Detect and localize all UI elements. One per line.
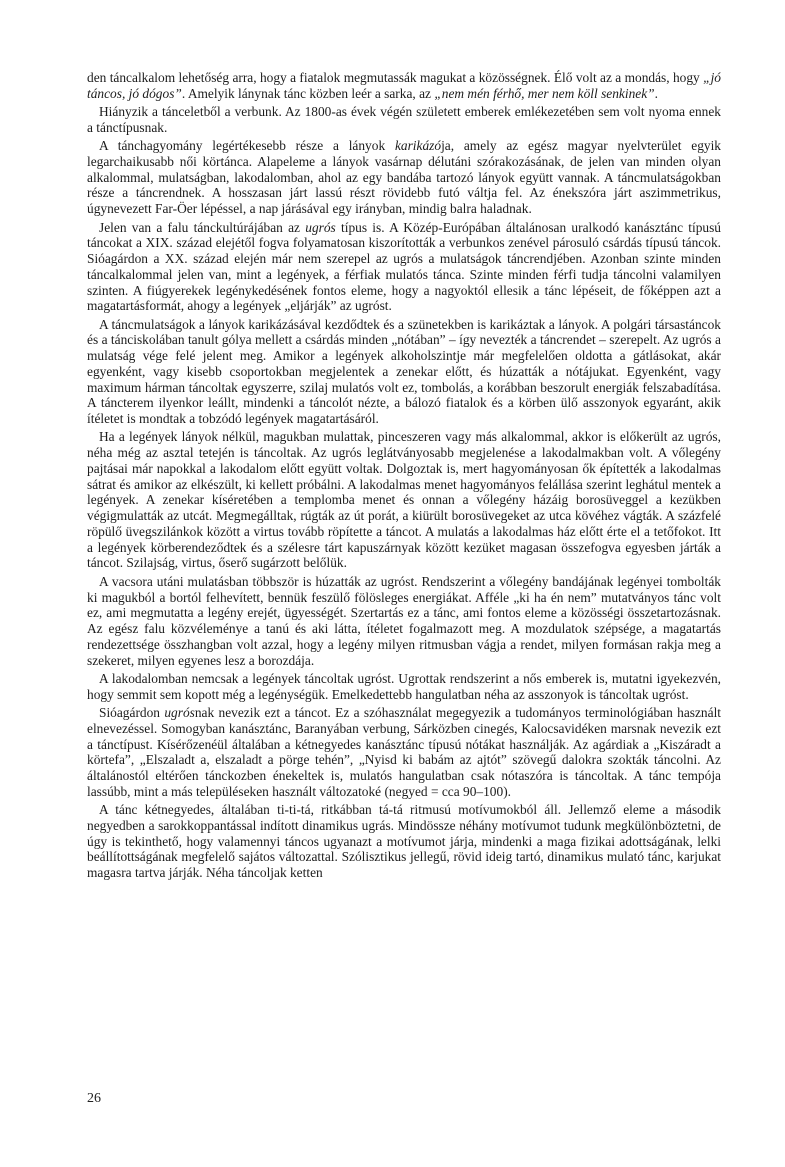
paragraph — [87, 138, 721, 217]
text-run: Hiányzik a tánceletből a verbunk. Az 1800-as évek végén született emberek emlékezetében sem volt nyoma ennek a tánctípusnak. — [87, 104, 721, 135]
paragraph — [87, 671, 721, 703]
text-run: . Amelyik lánynak tánc közben leér a sarka, az — [181, 85, 435, 101]
italic-text: „jó táncos, jó dógos” — [87, 70, 721, 101]
paragraph — [87, 70, 721, 102]
italic-text: ugrós — [305, 219, 336, 235]
text-run: A lakodalomban nemcsak a legények táncoltak ugróst. Ugrottak rendszerint a nős emberek is, mutatni igyekezvén, hogy semmit sem kopott még a legénységük. Emelkedettebb hangulatban néha az asszonyok is táncoltak ugróst. — [87, 670, 721, 702]
italic-text: ugrós — [164, 705, 195, 720]
page-number: 26 — [87, 1091, 101, 1106]
paragraph — [87, 104, 721, 136]
text-run: nak nevezik ezt a táncot. Ez a szóhasználat megegyezik a tudományos terminológiában használt elnevezéssel. Somogyban kanásztánc, Baranyában verbung, Sárközben cinegés, Kalocsavidéken marsnak nevezik ezt a tánctípust. Kísérőzenéül általában a kétnegyedes kanásztánc típusú nótákat használják. Az agárdiak a „Kiszáradt a körtefa”, „Elszaladt a, elszaladt a pörge tehén”, „Nyisd ki babám az ajtót” szövegű dalokra szokták táncolni. Az általánostól eltérően tánckozben énekeltek is, mulatós hangulatban csak nótaszóra is táncoltak. A tánc tempója lassúbb, mint a más településeken használt változatoké (negyed = cca 90–100). — [87, 705, 722, 799]
text-run: A tánchagyomány legértékesebb része a lányok — [99, 138, 395, 154]
text-run: den táncalkalom lehetőség arra, hogy a fiatalok megmutassák magukat a közösségnek. Élő volt az a mondás, hogy — [87, 70, 704, 85]
text-run: A táncmulatságok a lányok karikázásával kezdődtek és a szünetekben is karikáztak a lányok. A polgári társastáncok és a tánciskolában tanult gólya mellett a csárdás minden „nótában” – így nevezték a táncrendet – szerepelt. Az ugrós a mulatság vége felé jelent meg. Amikor a legények alkoholszintje már megfelelően oldotta a gátlásokat, akár egyenként, vagy kisebb csoportokban megjelentek a zenekar előtt, és húzatták a nótájukat. Egyenként, vagy maximum hárman táncoltak egyszerre, szilaj mulatós volt ez, tombolás, a korábban beszorult energiák felszabadítása. A táncterem ilyenkor leállt, mindenki a táncolót nézte, a bálozó fiatalok és a körben ülő asszonyok egyaránt, akik ítéletet is mondtak a tobzódó legények magatartásáról. — [87, 316, 721, 427]
paragraph — [87, 705, 721, 800]
italic-text: „nem mén férhő, mer nem köll senkinek” — [434, 85, 655, 101]
text-run: ja, amely az egész magyar nyelvterület egyik legarchaikusabb női körtánca. Alapeleme a lányok vasárnap délutáni szórakozásának, de jelen van minden olyan alkalommal, mulatságban, lakodalomban, ahol az egy bandába tartozó lányok együtt vannak. A táncmulatságokban része a táncrendnek. A hosszasan járt lassú részt rövidebb futó váltja fel. Az énekszóra járt aszimmetrikus, úgynevezett Far-Öer lépéssel, a nap járásával egy irányban, mindig balra haladnak. — [87, 138, 721, 217]
paragraph — [87, 317, 721, 427]
text-run: Sióagárdon — [99, 705, 165, 720]
text-run: A vacsora utáni mulatásban többször is húzatták az ugróst. Rendszerint a vőlegény bandájának legényei tombolták ki magukból a bortól felhevített, bennük feszülő fölösleges energiákat. Afféle „ki ha én nem” mutatványos tánc volt ez, ami megmutatta a legény erejét, ügyességét. Szertartás ez a tánc, ami fontos eleme a közösségi összetartozásnak. Az egész falu közvéleménye a tanú és aki látta, ítéletet fogalmazott meg. A mozdulatok szépsége, a magatartás rendezettsége összhangban volt azzal, hogy a legény milyen ritmusban vágja a rendet, milyen formásan rakja meg a szekeret, milyen egyenes lesz a borozdája. — [87, 573, 721, 668]
italic-text: karikázó — [394, 138, 442, 154]
paragraph — [87, 220, 721, 315]
text-run: A tánc kétnegyedes, általában ti-ti-tá, ritkábban tá-tá ritmusú motívumokból áll. Jellemző eleme a második negyedben a sarokkoppantással indított dinamikus ugrás. Mindössze néhány motívumot tudunk megkülönböztetni, de úgy is tekinthető, hogy valamennyi táncos ugyanazt a motívumot járja, mindenki a maga fizikai adottságának, lelki beállítottságának megfelelő sajátos változattal. Szólisztikus jellegű, rövid ideig tartó, dinamikus mulató tánc, karjukat magasra tartva járják. Néha táncoljak ketten — [87, 802, 721, 881]
text-run: . — [654, 85, 658, 101]
text-run: Jelen van a falu tánckultúrájában az — [99, 219, 306, 235]
text-run: típus is. A Közép-Európában általánosan uralkodó kanásztánc típusú táncokat a XIX. század elejétől fogva folyamatosan kiszorították a verbunkos zenével párosuló csárdás típusú táncok. Sióagárdon a XX. század elején már nem szerepel az ugrós a mulatságok táncrendjében. Azonban szinte minden táncalkalommal jelen van, mint a legények, a férfiak mulatós tánca. Szinte minden férfi tudja táncolni valamilyen szinten. A fiúgyerekek legénykedésének fontos eleme, hogy a nagyoktól ellesik a tánc lépéseit, de főképpen azt a magatartásformát, ahogy a legények „eljárják” az ugróst. — [87, 219, 722, 314]
paragraph — [87, 574, 721, 669]
text-run: Ha a legények lányok nélkül, magukban mulattak, pinceszeren vagy más alkalommal, akkor is előkerült az ugrós, néha még az asztal tetején is táncoltak. Az ugrós leglátványosabb megjelenése a lakodalmakban volt. A vőlegény pajtásai már napokkal a lakodalom előtt együtt voltak. Dolgoztak is, mert hagyományosan ők építették a lakodalmas sátrat és amikor az elkészült, ki kellett próbálni. A lakodalmas menet hagyományos felállása szerint leghátul mentek a legények. A zenekar kíséretében a templomba menet és onnan a vőlegény házáig borosüveggel a kezükben végigmulatták az utcát. Megmegálltak, rúgták az út porát, a kiürült borosüvegeket az utca kövéhez vágták. A százfelé röpülő üvegszilánkok között a virtus tovább röpítette a táncot. A mulatás a lakodalmas ház előtt érte el a tetőfokot. Itt a legények körberendeződtek és a szélesre tárt kapuszárnyak között kezüket magasan összefogva egyesben járták a táncot. Szilajság, virtus, őserő sugárzott belőlük. — [87, 429, 721, 571]
page-body — [87, 70, 721, 883]
paragraph — [87, 429, 721, 571]
paragraph — [87, 802, 721, 881]
